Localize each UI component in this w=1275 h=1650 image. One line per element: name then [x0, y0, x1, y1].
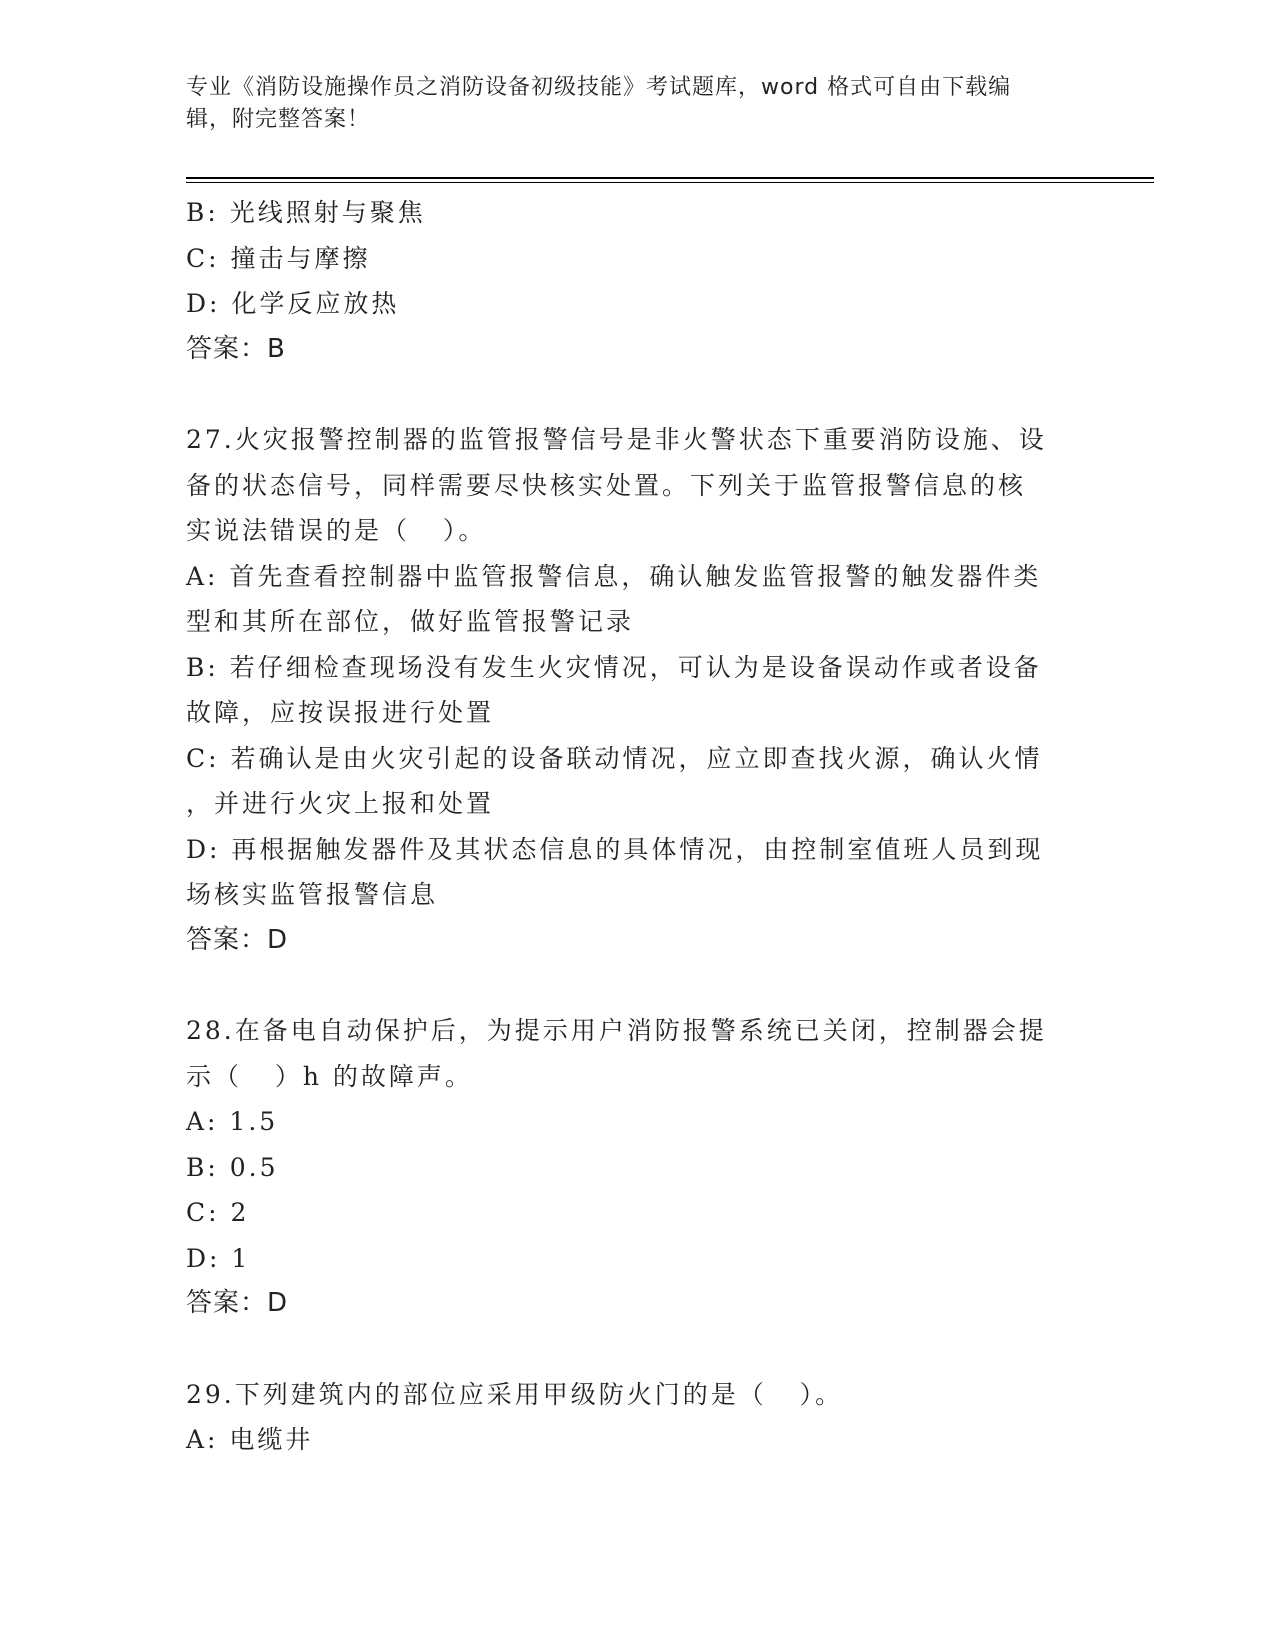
option-d: D: 化学反应放热 — [186, 289, 400, 318]
header-line-1: 专业《消防设施操作员之消防设备初级技能》考试题库，word 格式可自由下载编 — [186, 75, 1012, 100]
answer: 答案：D — [186, 1288, 289, 1318]
header-divider-thick — [186, 177, 1154, 179]
question-stem-line: 27.火灾报警控制器的监管报警信号是非火警状态下重要消防设施、设 — [186, 425, 1047, 454]
option-a: A: 1.5 — [186, 1107, 279, 1136]
question-stem-line: 28.在备电自动保护后，为提示用户消防报警系统已关闭，控制器会提 — [186, 1016, 1047, 1045]
option-a-cont: 型和其所在部位，做好监管报警记录 — [186, 607, 635, 636]
option-d: D: 1 — [186, 1243, 251, 1273]
option-d: D: 再根据触发器件及其状态信息的具体情况，由控制室值班人员到现 — [186, 834, 1044, 864]
option-b: B: 若仔细检查现场没有发生火灾情况，可认为是设备误动作或者设备 — [186, 652, 1042, 682]
answer: 答案：B — [186, 333, 286, 364]
answer: 答案：D — [186, 924, 289, 955]
question-26 — [186, 190, 1066, 372]
document-header — [186, 72, 1066, 136]
option-b: B: 光线照射与聚焦 — [186, 198, 426, 227]
question-stem-line: 备的状态信号，同样需要尽快核实处置。下列关于监管报警信息的核 — [186, 470, 1027, 500]
header-line-2: 辑，附完整答案！ — [186, 107, 371, 132]
option-a: A: 首先查看控制器中监管报警信息，确认触发监管报警的触发器件类 — [186, 561, 1042, 591]
option-b: B: 0.5 — [186, 1152, 279, 1182]
option-c: C: 撞击与摩擦 — [186, 243, 371, 273]
question-27 — [186, 417, 1066, 963]
option-b-cont: 故障，应按误报进行处置 — [186, 698, 495, 727]
question-stem-line: 示（ ）h 的故障声。 — [186, 1061, 473, 1091]
option-c: C: 2 — [186, 1198, 250, 1227]
question-content — [186, 190, 1066, 1463]
header-divider-thin — [186, 182, 1154, 183]
option-a: A: 电缆井 — [186, 1425, 314, 1454]
question-stem-line: 实说法错误的是（ ）。 — [186, 516, 487, 545]
question-29 — [186, 1372, 1066, 1463]
question-stem-line: 29.下列建筑内的部位应采用甲级防火门的是（ ）。 — [186, 1379, 844, 1409]
option-c: C: 若确认是由火灾引起的设备联动情况，应立即查找火源，确认火情 — [186, 743, 1043, 773]
question-28 — [186, 1008, 1066, 1327]
option-c-cont: ，并进行火灾上报和处置 — [186, 789, 495, 818]
option-d-cont: 场核实监管报警信息 — [186, 880, 439, 909]
